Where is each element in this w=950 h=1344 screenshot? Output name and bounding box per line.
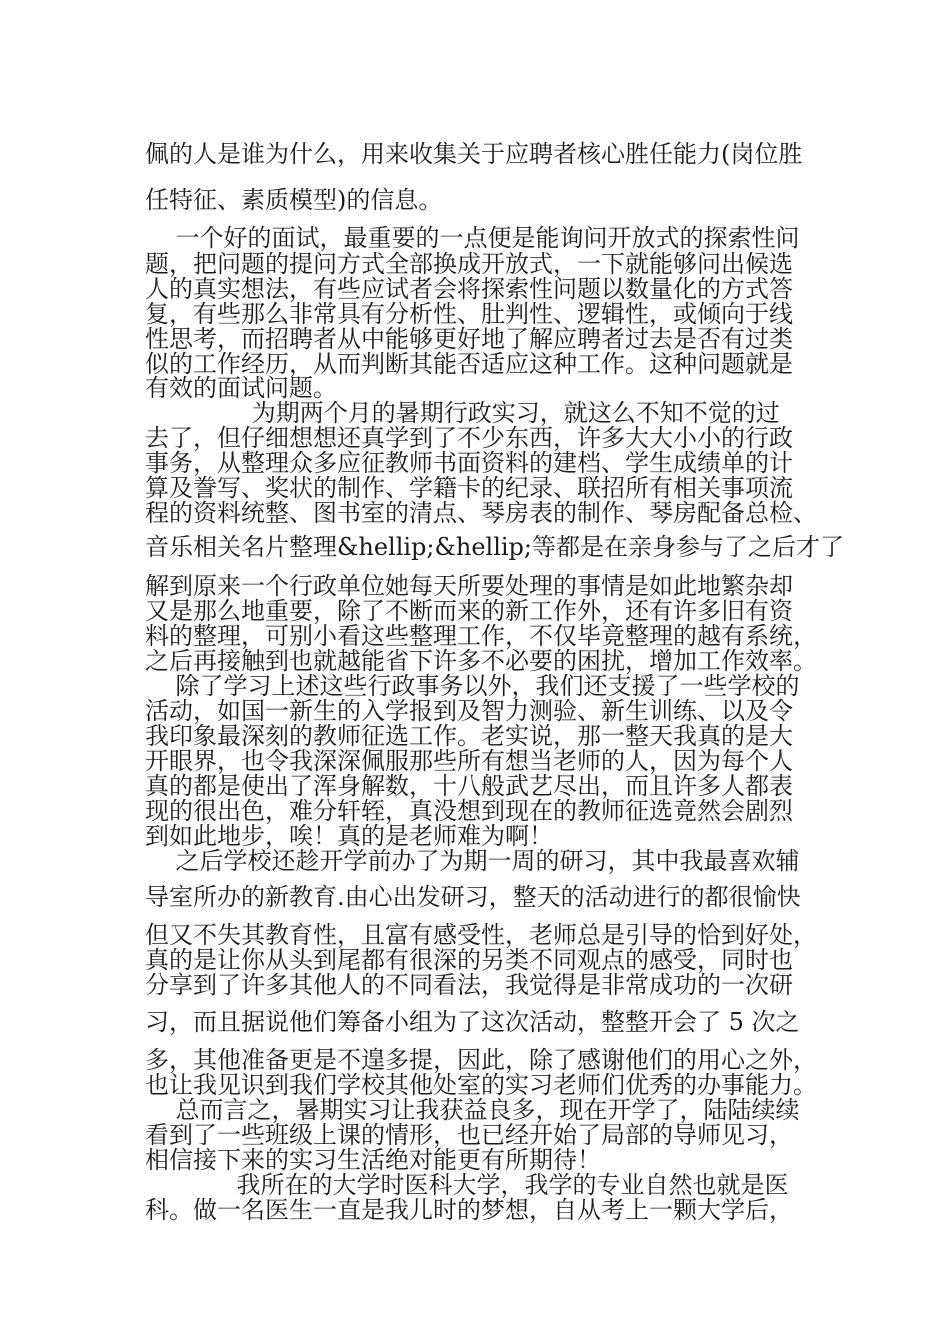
text-line: 去了，但仔细想想还真学到了不少东西，许多大大小小的行政 [145,424,793,452]
text-line: 佩的人是谁为什么，用来收集关于应聘者核心胜任能力(岗位胜 [145,140,803,168]
text-line: 总而言之，暑期实习让我获益良多，现在开学了，陆陆续续 [145,1096,800,1124]
text-line: 又是那么地重要，除了不断而来的新工作外，还有许多旧有资 [145,597,793,625]
text-line: 之后学校还趁开学前办了为期一周的研习，其中我最喜欢辅 [145,847,800,875]
text-line: 到如此地步，唉！真的是老师难为啊！ [145,822,553,850]
text-line: 除了学习上述这些行政事务以外，我们还支援了一些学校的 [145,672,800,700]
text-line: 有效的面试问题。 [145,374,337,402]
text-line: 似的工作经历，从而判断其能否适应这种工作。这种问题就是 [145,350,793,378]
text-line: 但又不失其教育性，且富有感受性，老师总是引导的恰到好处， [145,921,817,949]
text-line: 导室所办的新教育.由心出发研习，整天的活动进行的都很愉快 [145,883,801,911]
text-line: 习，而且据说他们筹备小组为了这次活动，整整开会了 5 次之 [145,1008,800,1036]
text-line: 料的整理，可别小看这些整理工作，不仅毕竟整理的越有系统， [145,622,817,650]
text-line: 人的真实想法，有些应试者会将探索性问题以数量化的方式答 [145,275,793,303]
text-line: 我所在的大学时医科大学，我学的专业自然也就是医 [145,1171,789,1199]
text-line: 一个好的面试，最重要的一点便是能询问开放式的探索性问 [145,224,800,252]
text-line: 为期两个月的暑期行政实习，就这么不知不觉的过 [145,399,780,427]
text-line: 解到原来一个行政单位她每天所要处理的事情是如此地繁杂却 [145,572,793,600]
text-line: 任特征、素质模型)的信息。 [145,186,443,214]
text-line: 复，有些那么非常具有分析性、肚判性、逻辑性，或倾向于线 [145,300,793,328]
text-line: 音乐相关名片整理&hellip;&hellip;等都是在亲身参与了之后才了 [145,533,844,561]
text-line: 真的是让你从头到尾都有很深的另类不同观点的感受，同时也 [145,946,793,974]
text-line: 真的都是使出了浑身解数，十八般武艺尽出，而且许多人都表 [145,772,793,800]
text-line: 开眼界，也令我深深佩服那些所有想当老师的人，因为每个人 [145,747,793,775]
text-line: 看到了一些班级上课的情形，也已经开始了局部的导师见习， [145,1121,793,1149]
text-line: 性思考，而招聘者从中能够更好地了解应聘者过去是否有过类 [145,325,793,353]
text-line: 也让我见识到我们学校其他处室的实习老师们优秀的办事能力。 [145,1071,817,1099]
text-line: 相信接下来的实习生活绝对能更有所期待！ [145,1146,601,1174]
text-line: 题，把问题的提问方式全部换成开放式，一下就能够问出候选 [145,250,793,278]
text-line: 分享到了许多其他人的不同看法，我觉得是非常成功的一次研 [145,971,793,999]
text-line: 程的资料统整、图书室的清点、琴房表的制作、琴房配备总检、 [145,499,817,527]
text-line: 科。做一名医生一直是我儿时的梦想，自从考上一颗大学后， [145,1196,793,1224]
text-line: 之后再接触到也就越能省下许多不必要的困扰，增加工作效率。 [145,647,817,675]
text-line: 多，其他准备更是不遑多提，因此，除了感谢他们的用心之外， [145,1046,817,1074]
text-line: 现的很出色，难分轩轾，真没想到现在的教师征选竟然会剧烈 [145,797,793,825]
text-line: 算及誊写、奖状的制作、学籍卡的纪录、联招所有相关事项流 [145,474,793,502]
text-line: 事务，从整理众多应征教师书面资料的建档、学生成绩单的计 [145,449,793,477]
text-line: 活动，如国一新生的入学报到及智力测验、新生训练、以及令 [145,697,793,725]
text-line: 我印象最深刻的教师征选工作。老实说，那一整天我真的是大 [145,722,793,750]
